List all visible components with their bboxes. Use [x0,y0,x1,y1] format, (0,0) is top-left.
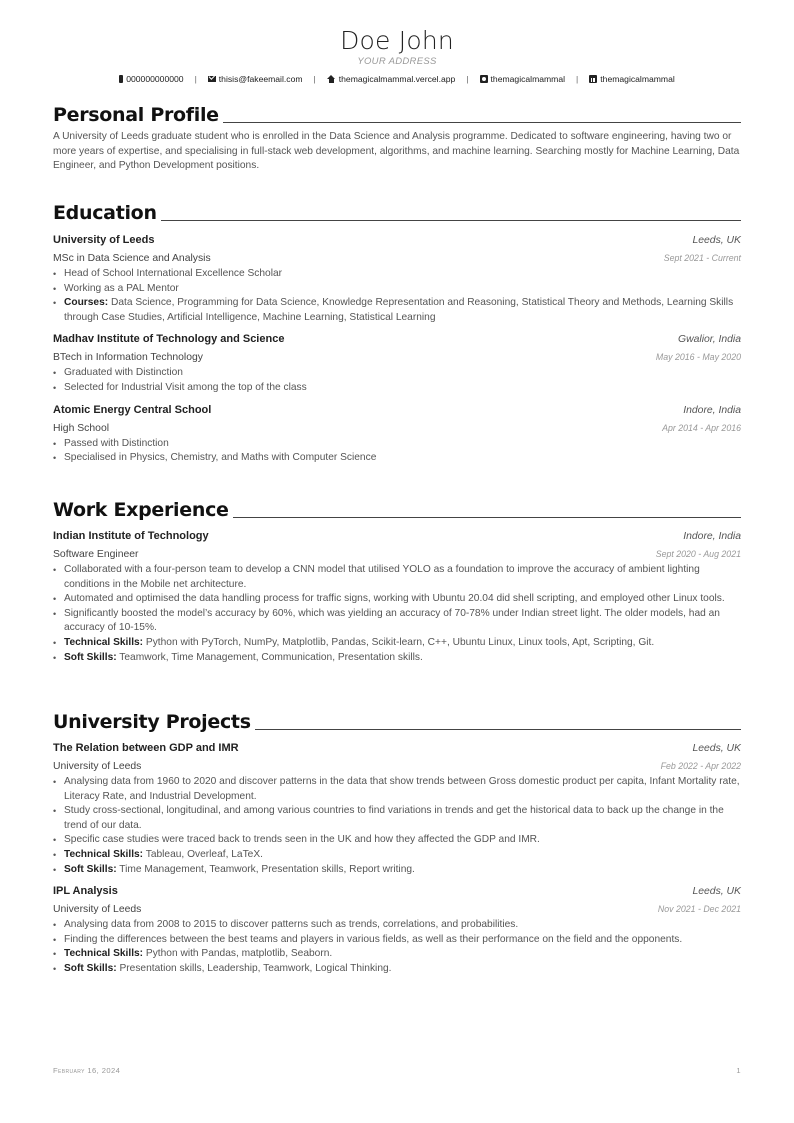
entry-bullets [53,366,741,395]
section-heading [53,102,741,126]
entry-bullets [53,267,741,325]
entry-date: May 2016 - May 2020 [655,352,741,363]
section-work-experience [53,497,741,665]
entry-bullets [53,918,741,976]
entry-bullets [53,563,741,665]
contact-separator: | [194,74,197,84]
github-square-icon [480,75,488,83]
candidate-name: Doe John [340,26,454,55]
project-entry [53,739,741,877]
section-title: University Projects [53,711,251,733]
entry-location: Leeds, UK [692,886,741,898]
bullet-item: • Finding the differences between the best teams and players in various fields, as well as their performance on the field and the opponents. [53,933,741,948]
bullet-item: • Specific case studies were traced back to trends seen in the UK and how they affected the GDP and IMR. [53,833,741,848]
bullet-item: • Analysing data from 1960 to 2020 and discover patterns in the data that show trends between Gross domestic product per capita, Infant Mortality rate, Literacy Rate, and Industrial Development. [53,775,741,804]
website-link[interactable]: themagicalmammal.vercel.app [338,74,456,84]
education-entry [53,231,741,325]
entry-organization: Atomic Energy Central School [53,403,212,416]
entry-bullets [53,437,741,466]
entry-position: High School [53,422,110,434]
entry-position: University of Leeds [53,761,142,772]
bullet-item: • Soft Skills: Teamwork, Time Management, Communication, Presentation skills. [53,651,741,666]
bullet-item: • Graduated with Distinction [53,366,741,381]
entry-location: Gwalior, India [678,334,741,346]
bullet-item: • Soft Skills: Time Management, Teamwork, Presentation skills, Report writing. [53,863,741,878]
entry-date: Sept 2021 - Current [663,253,741,263]
bullet-item: • Automated and optimised the data handling process for traffic signs, working with Ubuntu 20.04 did shell scripting, and employed other Linux tools. [53,592,741,607]
contact-separator: | [576,74,579,84]
bullet-item: • Technical Skills: Python with Pandas, matplotlib, Seaborn. [53,947,741,962]
bullet-item: • Working as a PAL Mentor [53,282,741,297]
resume-header [53,0,741,85]
bullet-item: • Passed with Distinction [53,437,741,452]
bullet-item: • Significantly boosted the model’s accuracy by 60%, which was yielding an accuracy of 70-78% under Indian street light. The older models, had an accuracy of 10-15%. [53,607,741,636]
entry-date: Feb 2022 - Apr 2022 [660,761,741,771]
candidate-address: YOUR ADDRESS [357,56,437,67]
home-icon [327,75,336,83]
section-personal-profile [53,102,741,174]
entry-bullets [53,775,741,877]
contact-line [53,73,741,85]
section-rule [233,517,741,518]
page-number: 1 [736,1066,741,1075]
email-link[interactable]: thisis@fakeemail.com [218,74,303,84]
github-link[interactable]: themagicalmammal [490,74,566,84]
section-rule [223,122,741,123]
phone-text: 000000000000 [126,74,184,84]
entry-position: MSc in Data Science and Analysis [53,253,211,264]
entry-organization: Indian Institute of Technology [53,530,209,542]
entry-location: Leeds, UK [692,743,741,754]
linkedin-square-icon [589,75,597,83]
entry-position: BTech in Information Technology [53,352,203,364]
section-rule [255,729,741,730]
education-entry [53,330,741,395]
project-entry [53,882,741,976]
page-footer [53,1066,741,1075]
section-education [53,200,741,466]
entry-organization: IPL Analysis [53,885,118,898]
contact-github[interactable] [480,73,566,85]
bullet-item: • Collaborated with a four-person team to develop a CNN model that utilised YOLO as a foundation to improve the accuracy of ambient lighting conditions in the Mobile net architecture. [53,563,741,592]
bullet-item: • Analysing data from 2008 to 2015 to discover patterns such as trends, correlations, and probabilities. [53,918,741,933]
bullet-item: • Specialised in Physics, Chemistry, and Maths with Computer Science [53,451,741,466]
bullet-item: • Selected for Industrial Visit among the top of the class [53,381,741,396]
entry-location: Indore, India [683,531,741,542]
contact-email[interactable] [208,73,303,85]
linkedin-link[interactable]: themagicalmammal [600,74,675,84]
entry-date: Nov 2021 - Dec 2021 [657,904,741,915]
section-heading [53,497,741,521]
profile-summary: A University of Leeds graduate student who is enrolled in the Data Science and Analysis programme. Dedicated to software engineering, having two or more years of expertise, and specialising in full-stack web development, algorithms, and machine learning. Searching mostly for Machine Learning, Data Engineer, and Python Development positions. [53,131,740,172]
section-title: Education [53,202,157,224]
section-university-projects [53,709,741,977]
contact-separator: | [313,74,316,84]
work-entry [53,527,741,665]
entry-location: Leeds, UK [692,235,741,246]
resume-page [53,0,741,1123]
entry-date: Sept 2020 - Aug 2021 [655,549,741,559]
contact-website[interactable] [327,73,456,85]
contact-separator: | [466,74,469,84]
entry-organization: Madhav Institute of Technology and Science [53,333,285,346]
mobile-phone-icon [119,75,123,83]
section-title: Work Experience [53,499,229,521]
education-entry [53,401,741,466]
bullet-item: • Courses: Data Science, Programming for Data Science, Knowledge Representation and Reasoning, Statistical Theory and Methods, Learning Skills through Case Studies, Artificial Intelligence, Machine Learning, Statistical Learning [53,296,741,325]
entry-position: University of Leeds [53,904,142,916]
bullet-item: • Technical Skills: Python with PyTorch, NumPy, Matplotlib, Pandas, Scikit-learn, C++, Ubuntu Linux, Linux tools, Apt, Scripting, Git. [53,636,741,651]
footer-date: February 16, 2024 [53,1066,121,1075]
section-title: Personal Profile [53,104,219,126]
bullet-item: • Study cross-sectional, longitudinal, and among various countries to find variations in trends and get the historical data to back up the change in the trend of our data. [53,804,741,833]
bullet-item: • Head of School International Excellence Scholar [53,267,741,282]
entry-organization: University of Leeds [53,234,155,246]
contact-linkedin[interactable] [589,73,675,85]
entry-date: Apr 2014 - Apr 2016 [662,422,741,433]
entry-position: Software Engineer [53,549,139,560]
section-heading [53,709,741,733]
envelope-icon [208,76,216,82]
contact-phone [119,73,183,85]
section-heading [53,200,741,224]
entry-location: Indore, India [683,404,741,416]
section-rule [161,220,741,221]
bullet-item: • Technical Skills: Tableau, Overleaf, LaTeX. [53,848,741,863]
entry-organization: The Relation between GDP and IMR [53,742,239,754]
bullet-item: • Soft Skills: Presentation skills, Leadership, Teamwork, Logical Thinking. [53,962,741,977]
